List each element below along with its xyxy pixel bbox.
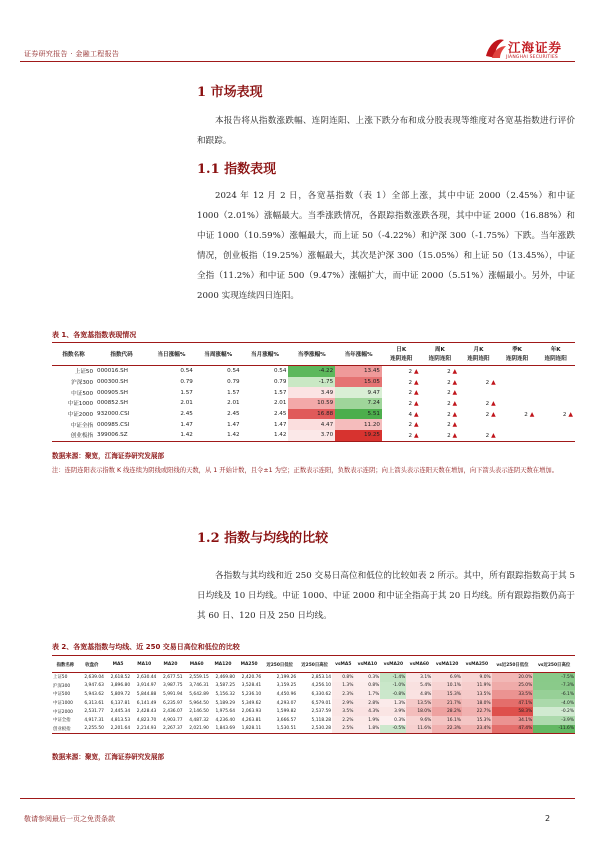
page-number: 2 <box>545 814 551 823</box>
table1-cell: 中证2000 <box>67 412 94 419</box>
subsection-title: 1.1 指数表现 <box>197 162 277 177</box>
table2-cell: 1,599.82 <box>276 709 297 715</box>
table2-row <box>52 682 575 691</box>
table2-cell: 6.9% <box>432 673 462 682</box>
table2-cell: -4.0% <box>533 699 575 708</box>
up-arrow-icon: ▲ <box>489 431 496 439</box>
table2-header-cell: MA10 <box>131 657 157 673</box>
up-arrow-icon: ▲ <box>412 431 419 439</box>
table2-cell: 13.5% <box>406 699 432 708</box>
table1-header-cell: 指数代码 <box>95 345 148 366</box>
up-arrow-icon: ▲ <box>412 399 419 407</box>
table1-header-cell: 年K 连阴连阳 <box>536 345 575 366</box>
table2-cell: 3,746.31 <box>189 683 209 689</box>
up-arrow-icon: ▲ <box>412 378 419 386</box>
table1-row <box>52 419 575 430</box>
up-arrow-icon: ▲ <box>450 431 458 439</box>
table2-header-cell: MA5 <box>105 657 131 673</box>
table1-cell: -4.22 <box>288 366 335 377</box>
table1-cell: 2 ▲ <box>447 399 458 407</box>
table2-cell: 2,853.14 <box>311 674 332 680</box>
table2-cell: 23.4% <box>462 725 492 734</box>
table2-cell: -7.5% <box>533 673 575 682</box>
table1-header-cell: 指数名称 <box>52 345 95 366</box>
table2-cell: 6,330.62 <box>311 691 332 697</box>
table2-cell: 4,236.40 <box>215 717 236 723</box>
table1-cell: 2 ▲ <box>408 399 419 407</box>
table2-cell: 1.3% <box>380 699 406 708</box>
table2-header-cell: vsMA120 <box>432 657 462 673</box>
index-performance-table <box>52 345 575 442</box>
table1-row <box>52 430 575 441</box>
table2-cell: -6.1% <box>533 690 575 699</box>
table1-cell: 1.42 <box>227 432 240 439</box>
table2-cell: 5,156.32 <box>215 691 236 697</box>
table1-header-cell: 当日涨幅% <box>148 345 195 366</box>
table2-cell: -1.4% <box>380 673 406 682</box>
table1-cell: 2 ▲ <box>408 421 419 429</box>
table1-cell: 3.49 <box>288 387 335 398</box>
table2-cell: 2,420.76 <box>241 674 262 680</box>
table1-cell: 2 ▲ <box>408 367 419 375</box>
table2-cell: 2,146.50 <box>189 709 209 715</box>
table1-cell: 2.45 <box>180 411 193 418</box>
table2-cell: 2,267.37 <box>163 726 183 732</box>
table2-cell: 22.3% <box>432 725 462 734</box>
table1-cell: 2 ▲ <box>447 421 458 429</box>
table1-cell: 2 ▲ <box>485 378 496 386</box>
table2-cell: 4,813.53 <box>110 717 131 723</box>
table2-cell: 58.3% <box>492 707 534 716</box>
table2-header-cell: 收盘价 <box>79 657 105 673</box>
table2-row <box>52 690 575 699</box>
table2-cell: 2,639.04 <box>84 674 104 680</box>
table1-cell: 2.01 <box>227 400 240 407</box>
table2-cell: 5,844.88 <box>136 691 157 697</box>
table2-cell: 0.3% <box>380 716 406 725</box>
table1-cell: 2 ▲ <box>447 431 458 439</box>
up-arrow-icon: ▲ <box>450 378 458 386</box>
table2-cell: 中证2000 <box>53 709 73 715</box>
table2-header-cell: vsMA60 <box>406 657 432 673</box>
table1-cell: 2.45 <box>227 411 240 418</box>
table2-cell: 47.1% <box>492 699 534 708</box>
table2-cell: 20.0% <box>492 673 534 682</box>
table2-cell: 5,349.62 <box>241 700 262 706</box>
table1-top-rule <box>52 342 575 343</box>
table2-cell: 4,450.96 <box>276 691 297 697</box>
table1-source: 数据来源：聚宽，江海证券研究发展部 <box>52 452 165 460</box>
table2-cell: 5.4% <box>406 682 432 691</box>
table2-cell: 9.6% <box>406 716 432 725</box>
table1-cell: 9.47 <box>335 387 382 398</box>
table2-cell: 3,914.97 <box>136 683 157 689</box>
table1-cell: 1.47 <box>227 421 240 428</box>
table2-cell: 中证全指 <box>53 718 71 724</box>
table2-cell: 2,428.43 <box>136 709 157 715</box>
table2-cell: 4,293.07 <box>276 700 297 706</box>
table1-cell: 000852.SH <box>97 400 128 407</box>
table1-header-cell: 周K 连阴连阳 <box>421 345 460 366</box>
table2-cell: 0.8% <box>332 673 354 682</box>
table1-cell: 2 ▲ <box>485 431 496 439</box>
table1-cell: 0.54 <box>180 368 193 375</box>
table1-cell: 3.70 <box>288 430 335 441</box>
table2-header-cell: vsMA250 <box>462 657 492 673</box>
table2-cell: 5,642.89 <box>189 691 209 697</box>
table1-cell: 2 ▲ <box>562 410 573 418</box>
table1-header-cell: 当季涨幅% <box>288 345 335 366</box>
table2-cell: 5,118.28 <box>311 717 332 723</box>
table2-cell: 3.9% <box>380 707 406 716</box>
table2-row <box>52 673 575 682</box>
table1-cell: 2 ▲ <box>408 378 419 386</box>
table1-header-cell: 月K 连阴连阳 <box>459 345 498 366</box>
table1-row <box>52 409 575 420</box>
table1-cell <box>536 377 575 388</box>
table2-cell: 5,236.10 <box>241 691 262 697</box>
up-arrow-icon: ▲ <box>450 389 458 397</box>
table1-header-cell: 季K 连阴连阳 <box>498 345 537 366</box>
table2-cell: 2,537.59 <box>311 709 332 715</box>
footer-rule <box>20 798 575 799</box>
table1-cell: 2 ▲ <box>447 389 458 397</box>
table1-cell: 中证1000 <box>67 401 94 408</box>
table1-cell <box>498 430 537 441</box>
up-arrow-icon: ▲ <box>527 410 535 418</box>
table1-cell: -1.75 <box>288 377 335 388</box>
table1-cell: 000905.SH <box>97 389 128 396</box>
table2-cell: 6,313.61 <box>84 700 104 706</box>
table2-cell: 6,141.49 <box>136 700 157 706</box>
table1-cell: 0.79 <box>180 379 193 386</box>
table2-cell: 5,943.62 <box>84 691 104 697</box>
table2-cell: 3,896.80 <box>110 683 131 689</box>
up-arrow-icon: ▲ <box>566 410 573 418</box>
table1-cell <box>536 430 575 441</box>
up-arrow-icon: ▲ <box>489 378 496 386</box>
table2-cell: 4,263.81 <box>241 717 262 723</box>
table2-cell: 1,530.51 <box>276 726 297 732</box>
table2-header-cell: MA250 <box>236 657 262 673</box>
table2-cell: 2.5% <box>332 725 354 734</box>
table2-cell: 18.0% <box>406 707 432 716</box>
table2-cell: 6,235.97 <box>163 700 183 706</box>
up-arrow-icon: ▲ <box>412 421 419 429</box>
table1-cell: 1.57 <box>180 389 193 396</box>
table1-cell <box>498 377 537 388</box>
table2-header-cell: 近250日高位 <box>297 657 332 673</box>
table2-cell: 2,201.64 <box>110 726 131 732</box>
table2-cell: 2.3% <box>332 690 354 699</box>
table2-row <box>52 699 575 708</box>
table2-cell: -0.2% <box>533 707 575 716</box>
table2-cell: 3,666.57 <box>276 717 297 723</box>
table1-cell: 932000.CSI <box>97 411 130 418</box>
table1-cell <box>498 419 537 430</box>
table2-cell: 3,987.75 <box>163 683 183 689</box>
table1-cell: 15.05 <box>335 377 382 388</box>
table2-top-rule <box>52 655 575 656</box>
up-arrow-icon: ▲ <box>450 421 458 429</box>
table2-header-cell: vs近250日低位 <box>492 657 534 673</box>
table2-cell: 13.5% <box>462 690 492 699</box>
table1-cell <box>459 366 498 377</box>
table2-cell: 18.0% <box>462 699 492 708</box>
table2-cell: 15.3% <box>432 690 462 699</box>
table1-cell: 1.42 <box>273 432 287 439</box>
table1-cell <box>536 398 575 409</box>
logo-subtext: JIANGHAI SECURITIES <box>506 55 558 60</box>
table2-cell: 10.1% <box>432 682 462 691</box>
table2-cell: 中证500 <box>53 692 71 698</box>
table2-cell: 3,159.25 <box>276 683 297 689</box>
table2-cell: 11.9% <box>462 682 492 691</box>
table2-cell: 2.9% <box>332 699 354 708</box>
header-rule <box>20 61 575 62</box>
table1-row <box>52 366 575 377</box>
table2-cell: 2,677.51 <box>163 674 183 680</box>
up-arrow-icon: ▲ <box>450 399 458 407</box>
table2-cell: 1,975.64 <box>215 709 236 715</box>
table2-cell: 16.1% <box>432 716 462 725</box>
table2-cell: 1,828.11 <box>241 726 262 732</box>
up-arrow-icon: ▲ <box>450 367 458 375</box>
table2-cell: 33.5% <box>492 690 534 699</box>
table2-cell: 2,559.15 <box>189 674 209 680</box>
table1-cell <box>536 387 575 398</box>
table1-cell <box>536 419 575 430</box>
table2-header-cell: vsMA20 <box>380 657 406 673</box>
table1-cell: 创业板指 <box>70 433 94 440</box>
table1-cell: 16.88 <box>288 409 335 420</box>
table2-cell: -3.9% <box>533 716 575 725</box>
table2-cell: 创业板指 <box>53 726 71 732</box>
table2-caption: 表 2、各宽基指数与均线、近 250 交易日高位和低位的比较 <box>52 643 240 651</box>
table2-cell: 2,021.90 <box>189 726 209 732</box>
table2-cell: 5,964.50 <box>189 700 209 706</box>
table2-cell: 2,063.93 <box>241 709 262 715</box>
table1-caption: 表 1、各宽基指数表现情况 <box>52 331 137 339</box>
table1-cell: 0.54 <box>273 368 287 375</box>
table1-cell: 1.47 <box>180 421 193 428</box>
up-arrow-icon: ▲ <box>489 410 496 418</box>
table1-cell: 000016.SH <box>97 368 128 375</box>
table2-cell: 2,199.26 <box>276 674 297 680</box>
table1-cell: 2 ▲ <box>485 399 496 407</box>
table1-row <box>52 387 575 398</box>
table2-cell: 6,137.81 <box>110 700 131 706</box>
table2-cell: 5,809.72 <box>110 691 131 697</box>
table2-cell: -0.5% <box>380 725 406 734</box>
table2-header-cell: MA20 <box>157 657 183 673</box>
up-arrow-icon: ▲ <box>412 367 419 375</box>
table1-cell <box>498 387 537 398</box>
table1-cell: 2 ▲ <box>447 410 458 418</box>
table1-cell: 19.25 <box>335 430 382 441</box>
table1-cell: 2 ▲ <box>524 410 535 418</box>
table2-cell: 4,487.32 <box>189 717 209 723</box>
table2-cell: 21.7% <box>432 699 462 708</box>
table2-cell: 4,903.77 <box>163 717 183 723</box>
intro-paragraph: 本报告将从指数涨跌幅、连阴连阳、上涨下跌分布和成分股表现等维度对各宽基指数进行评价和跟踪。 <box>197 116 575 146</box>
table2-cell: 3,947.63 <box>84 683 104 689</box>
table1-cell: 4.47 <box>288 419 335 430</box>
table2-row <box>52 716 575 725</box>
table1-cell: 4 ▲ <box>408 410 419 418</box>
table2-cell: -1.0% <box>380 682 406 691</box>
table2-cell: 28.2% <box>432 707 462 716</box>
table2-cell: 25.0% <box>492 682 534 691</box>
table1-cell <box>498 366 537 377</box>
table1-cell: 11.20 <box>335 419 382 430</box>
table2-cell: 沪深300 <box>53 683 71 689</box>
table2-cell: 22.7% <box>462 707 492 716</box>
table2-cell: 上证50 <box>53 675 68 681</box>
table1-cell: 000300.SH <box>97 379 128 386</box>
table2-cell: 3.5% <box>332 707 354 716</box>
table2-cell: 2,214.93 <box>136 726 157 732</box>
table2-cell: 34.1% <box>492 716 534 725</box>
table2-cell: 2,445.34 <box>110 709 131 715</box>
table2-cell: 9.0% <box>462 673 492 682</box>
table2-header-cell: vs近250日高位 <box>533 657 575 673</box>
table1-cell: 7.24 <box>335 398 382 409</box>
table1-cell: 2 ▲ <box>408 431 419 439</box>
table2-cell: 2,630.44 <box>136 674 157 680</box>
table2-header-cell: MA60 <box>184 657 210 673</box>
table2-cell: 15.3% <box>462 716 492 725</box>
table2-cell: 2.2% <box>332 716 354 725</box>
table1-cell: 2 ▲ <box>485 410 496 418</box>
table2-cell: 2,531.77 <box>84 709 104 715</box>
table1-cell: 2.45 <box>273 411 287 418</box>
up-arrow-icon: ▲ <box>412 410 419 418</box>
table2-cell: 4,917.31 <box>84 717 104 723</box>
table2-cell: -0.8% <box>380 690 406 699</box>
table1-cell <box>459 419 498 430</box>
table2-cell: 2,255.50 <box>84 726 104 732</box>
table2-cell: 4.8% <box>406 690 432 699</box>
table2-header-cell: 近250日低位 <box>262 657 297 673</box>
table1-cell: 10.59 <box>288 398 335 409</box>
table2-cell: 2.8% <box>354 699 380 708</box>
table1-cell: 0.54 <box>227 368 240 375</box>
table1-cell: 沪深300 <box>71 380 94 387</box>
table2-cell: -11.6% <box>533 725 575 734</box>
table2-cell: 3,587.25 <box>215 683 236 689</box>
logo-text: 江海证券 <box>508 40 563 55</box>
table1-cell: 2.01 <box>273 400 287 407</box>
table1-cell: 2 ▲ <box>447 367 458 375</box>
up-arrow-icon: ▲ <box>412 389 419 397</box>
table2-cell: 中证1000 <box>53 701 73 707</box>
section-title: 1 市场表现 <box>197 85 263 100</box>
table2-cell: 11.6% <box>406 725 432 734</box>
table1-header-cell: 当年涨幅% <box>335 345 382 366</box>
table2-cell: 4,256.10 <box>311 683 332 689</box>
table1-cell: 1.57 <box>273 389 287 396</box>
ma-comparison-paragraph: 各指数与其均线和近 250 交易日高位和低位的比较如表 2 所示。其中，所有跟踪指数高于其 5 日均线及 10 日均线。中证 1000、中证 2000 和中证全指高于其 20 日均线。所有跟踪指数仍高于其 60 日、120 日及 250 日均线。 <box>197 571 575 621</box>
table1-cell: 1.42 <box>180 432 193 439</box>
table2-cell: 2,436.07 <box>163 709 183 715</box>
table2-cell: 1.8% <box>354 725 380 734</box>
table1-cell: 2 ▲ <box>408 389 419 397</box>
table1-row <box>52 377 575 388</box>
table1-cell: 000985.CSI <box>97 421 130 428</box>
table1-cell <box>498 398 537 409</box>
table2-header-cell: vsMA10 <box>354 657 380 673</box>
table2-cell: 1.9% <box>354 716 380 725</box>
up-arrow-icon: ▲ <box>489 399 496 407</box>
table1-header-cell: 日K 连阴连阳 <box>382 345 421 366</box>
table1-header-cell: 当月涨幅% <box>242 345 289 366</box>
table1-cell: 399006.SZ <box>97 432 128 439</box>
table1-cell: 上证50 <box>74 369 94 376</box>
table2-cell: 1.7% <box>354 690 380 699</box>
table1-cell: 2 ▲ <box>447 378 458 386</box>
table2-header-cell: vsMA5 <box>332 657 354 673</box>
table1-cell <box>459 387 498 398</box>
table2-row <box>52 725 575 734</box>
ma-comparison-table <box>52 657 575 734</box>
table1-cell: 1.47 <box>273 421 287 428</box>
table1-cell: 13.45 <box>335 366 382 377</box>
table2-source: 数据来源：聚宽，江海证券研究发展部 <box>52 753 165 761</box>
table1-cell <box>536 366 575 377</box>
header-left: 证券研究报告 · 金融工程报告 <box>24 50 120 58</box>
table1-cell: 1.57 <box>227 389 240 396</box>
table2-header-cell: 指数名称 <box>52 657 79 673</box>
table2-cell: 1,843.69 <box>215 726 236 732</box>
index-performance-paragraph: 2024 年 12 月 2 日，各宽基指数（表 1）全部上涨，其中中证 2000（2.45%）和中证 1000（2.01%）涨幅最大。当季涨跌情况，各跟踪指数涨跌各现，其中中证 2000（16.88%）和中证 1000（10.59%）涨幅最大，而上证 50（-4.22%）和沪深 300（-1.75%）下跌。当年涨跌情况，创业板指（19.25%）涨幅最大，其次是沪深 300（15.05%）和上证 50（13.45%），中证全指（11.2%）和中证 500（9.47%）涨幅扩大，而中证 2000（5.51%）涨幅最小。另外，中证 2000 实现连续四日连阳。 <box>197 191 575 301</box>
table2-cell: 3,528.41 <box>241 683 262 689</box>
table1-cell: 中证全指 <box>70 422 94 429</box>
table2-cell: 0.8% <box>354 682 380 691</box>
table1-row <box>52 398 575 409</box>
table2-cell: 3.1% <box>406 673 432 682</box>
table1-cell: 2.01 <box>180 400 193 407</box>
table2-cell: 1.3% <box>332 682 354 691</box>
table1-header-cell: 当周涨幅% <box>195 345 242 366</box>
table2-row <box>52 707 575 716</box>
table2-cell: 2,530.28 <box>311 726 332 732</box>
up-arrow-icon: ▲ <box>450 410 458 418</box>
table2-cell: 2,618.52 <box>110 674 131 680</box>
table1-cell: 5.51 <box>335 409 382 420</box>
table2-cell: 4.3% <box>354 707 380 716</box>
table1-note: 注：连阴连阳表示指数 K 线连续为阴线或阳线的天数，从 1 开始计数，且令±1 为空；正数表示连阳，负数表示连阴；向上箭头表示连阳天数在增加，向下箭头表示连阴天数在增加。 <box>52 467 558 474</box>
table1-cell: 0.79 <box>227 379 240 386</box>
table2-cell: 0.3% <box>354 673 380 682</box>
table2-header-cell: MA120 <box>210 657 236 673</box>
table2-cell: 2,469.80 <box>215 674 236 680</box>
subsection-title-ma: 1.2 指数与均线的比较 <box>197 531 329 546</box>
table2-cell: 5,991.94 <box>163 691 183 697</box>
table2-cell: 6,579.01 <box>311 700 332 706</box>
table1-cell: 中证500 <box>71 390 94 397</box>
footer-disclaimer: 敬请参阅最后一页之免责条款 <box>24 815 115 823</box>
table1-cell: 0.79 <box>273 379 287 386</box>
table2-cell: 5,189.29 <box>215 700 236 706</box>
table2-cell: 47.4% <box>492 725 534 734</box>
table2-cell: 4,823.70 <box>136 717 157 723</box>
table2-cell: -7.3% <box>533 682 575 691</box>
